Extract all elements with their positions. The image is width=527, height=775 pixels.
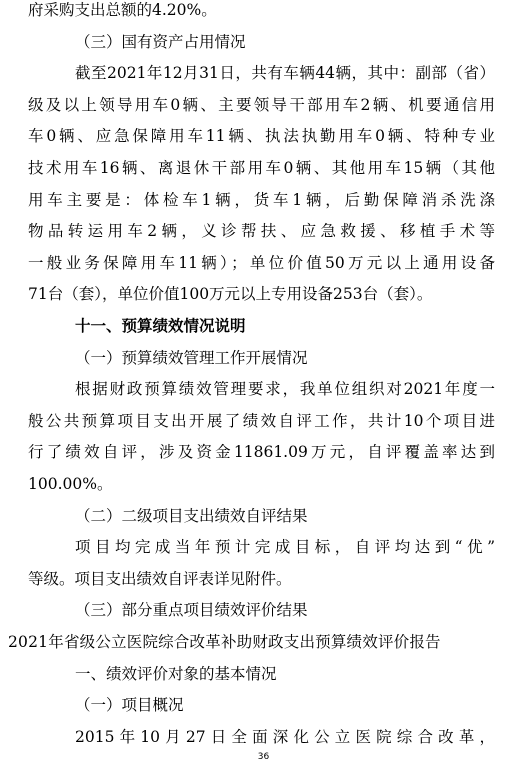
report-title: 2021年省级公立医院综合改革补助财政支出预算绩效评价报告 [8,633,441,651]
text-line: 等级。项目支出绩效自评表详见附件。 [28,569,292,588]
text-line: 截至2021年12月31日，共有车辆44辆，其中：副部（省） [75,64,495,83]
section-heading: （三）国有资产占用情况 [75,32,246,51]
chapter-heading: 十一、预算绩效情况说明 [75,317,246,335]
text-line: 根据财政预算绩效管理要求，我单位组织对2021年度一 [75,380,495,399]
text-line: 71台（套），单位价值100万元以上专用设备253台（套）。 [28,285,433,304]
text-line: 府采购支出总额的4.20%。 [28,1,217,19]
text-line: 技术用车16辆、离退休干部用车0辆、其他用车15辆（其他 [28,159,495,177]
text-line: 用车主要是：体检车1辆，货车1辆，后勤保障消杀洗涤 [28,190,495,209]
page-number: 36 [257,752,270,762]
text-line: 级及以上领导用车0辆、主要领导干部用车2辆、机要通信用 [28,95,495,114]
text-line: 物品转运用车2辆，义诊帮扶、应急救援、移植手术等 [28,222,495,241]
text-line: 100.00%。 [28,475,113,493]
section-heading: （三）部分重点项目绩效评价结果 [75,601,308,620]
section-heading: （一）项目概况 [75,696,184,715]
text-line: 项目均完成当年预计完成目标，自评均达到“优” [75,538,495,557]
section-heading: （二）二级项目支出绩效自评结果 [75,506,308,525]
text-line: 般公共预算项目支出开展了绩效自评工作，共计10个项目进 [28,411,495,430]
text-line: 行了绩效自评，涉及资金11861.09万元，自评覆盖率达到 [28,443,495,462]
text-line: 一般业务保障用车11辆）；单位价值50万元以上通用设备 [28,253,495,272]
section-heading: （一）预算绩效管理工作开展情况 [75,348,308,367]
section-heading: 一、绩效评价对象的基本情况 [75,664,277,683]
text-line: 2015年10月27日全面深化公立医院综合改革， [75,727,495,746]
text-line: 车0辆、应急保障用车11辆、执法执勤用车0辆、特种专业 [28,127,495,146]
